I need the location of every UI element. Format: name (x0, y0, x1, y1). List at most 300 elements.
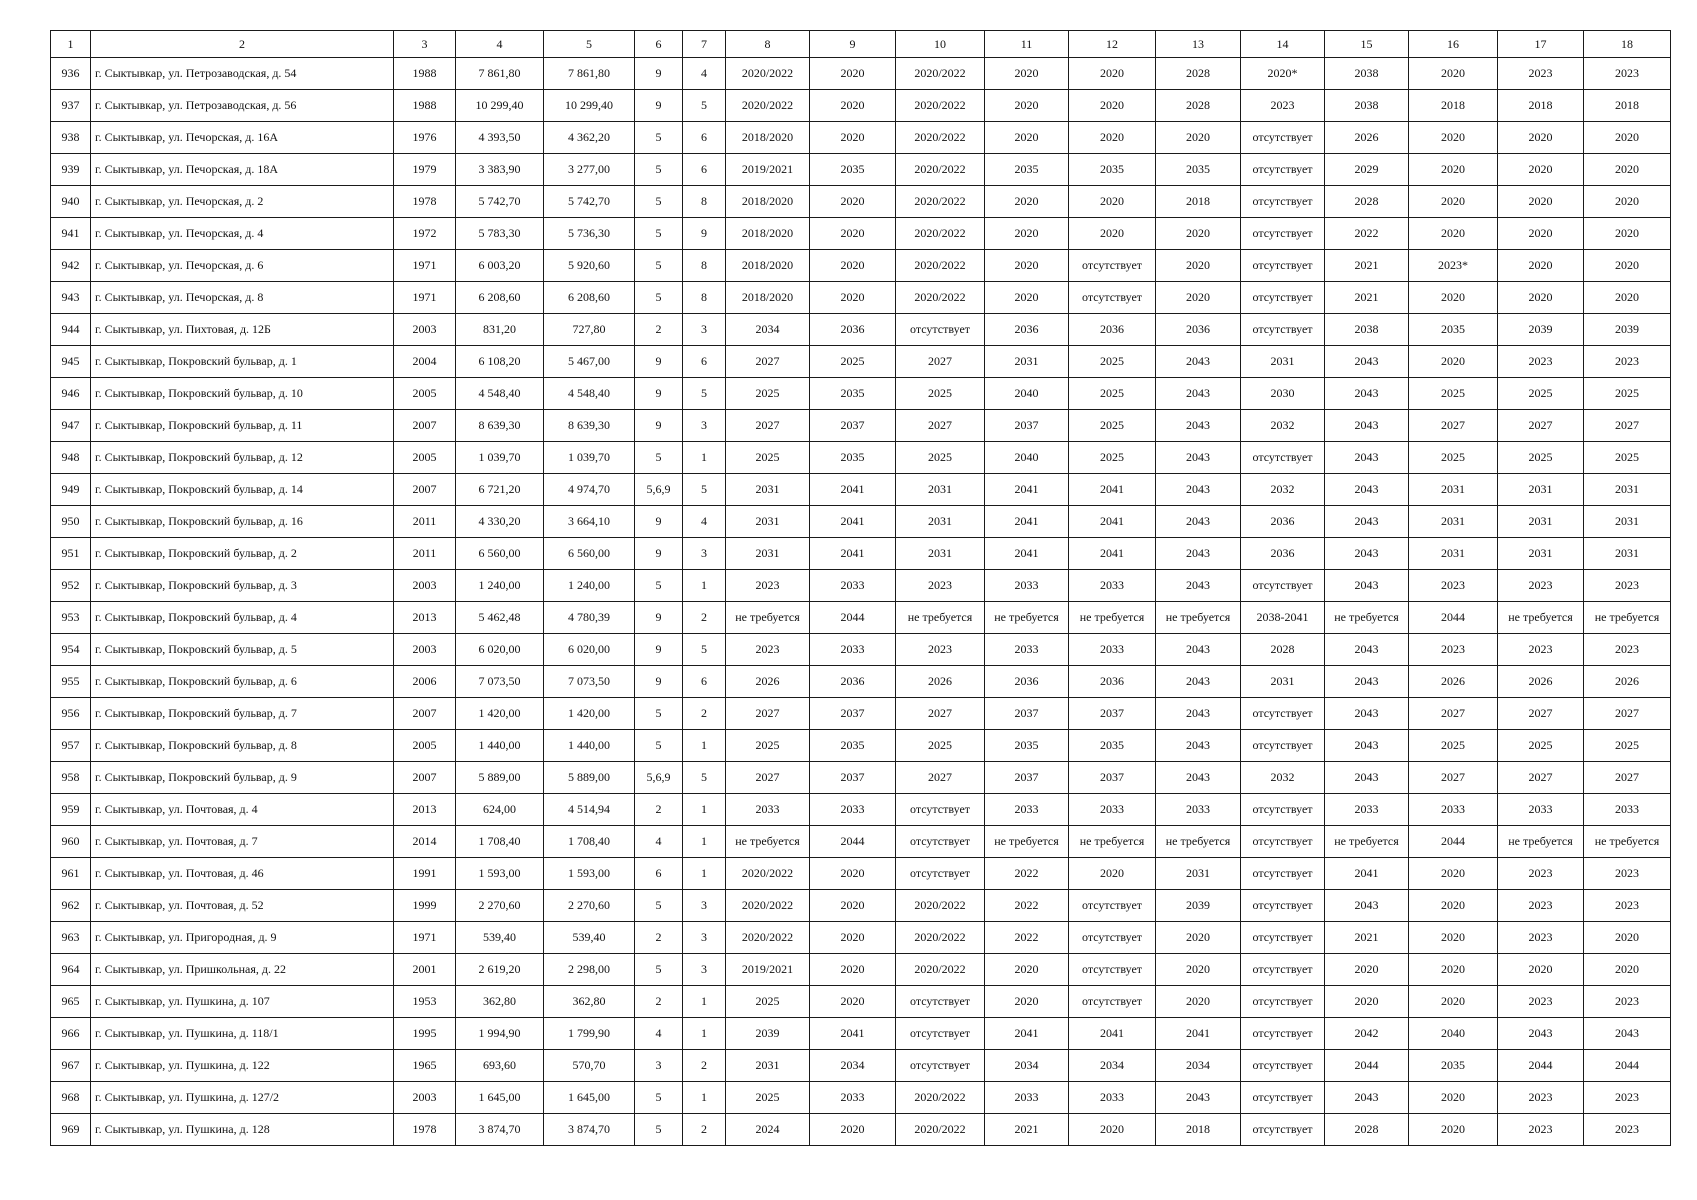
table-cell: 2020/2022 (896, 154, 985, 186)
table-cell: 4 (635, 1018, 683, 1050)
table-cell: 7 861,80 (544, 58, 635, 90)
table-cell: 5 (635, 122, 683, 154)
table-cell: 2018 (1584, 90, 1671, 122)
table-cell: 2031 (1241, 666, 1325, 698)
table-cell: 3 383,90 (456, 154, 544, 186)
housing-repair-table (50, 30, 1671, 1146)
table-cell: 6 108,20 (456, 346, 544, 378)
table-row (51, 410, 1671, 442)
table-cell: 2033 (810, 570, 896, 602)
table-cell: 2020 (985, 122, 1069, 154)
table-cell: отсутствует (1241, 1050, 1325, 1082)
address-cell: г. Сыктывкар, Покровский бульвар, д. 10 (91, 378, 394, 410)
row-number-cell: 939 (51, 154, 91, 186)
table-cell: 4 330,20 (456, 506, 544, 538)
table-cell: 2020 (985, 282, 1069, 314)
table-cell: 539,40 (544, 922, 635, 954)
table-cell: 5 736,30 (544, 218, 635, 250)
table-cell: 2028 (1156, 90, 1241, 122)
row-number-cell: 943 (51, 282, 91, 314)
table-cell: не требуется (1498, 602, 1584, 634)
table-cell: 2044 (1584, 1050, 1671, 1082)
table-cell: 2041 (985, 1018, 1069, 1050)
table-cell: 2043 (1325, 730, 1409, 762)
table-cell: 2 (683, 1114, 726, 1146)
table-cell: 2025 (1409, 378, 1498, 410)
table-cell: 2004 (394, 346, 456, 378)
column-number-cell: 7 (683, 31, 726, 58)
table-body (51, 31, 1671, 1146)
table-cell: 2023 (1498, 922, 1584, 954)
table-cell: 3 (683, 922, 726, 954)
table-cell: отсутствует (896, 858, 985, 890)
column-number-cell: 14 (1241, 31, 1325, 58)
table-row (51, 90, 1671, 122)
table-cell: 2023 (726, 570, 810, 602)
table-cell: 2032 (1241, 762, 1325, 794)
table-cell: 2043 (1325, 410, 1409, 442)
table-cell: 2020/2022 (896, 922, 985, 954)
table-cell: 3 (683, 538, 726, 570)
row-number-cell: 947 (51, 410, 91, 442)
table-cell: 2 (635, 314, 683, 346)
table-cell: 2020 (1069, 1114, 1156, 1146)
table-cell: отсутствует (896, 986, 985, 1018)
table-cell: 2035 (1409, 1050, 1498, 1082)
table-cell: 2018/2020 (726, 218, 810, 250)
table-cell: 2027 (1498, 698, 1584, 730)
table-cell: 2035 (1156, 154, 1241, 186)
table-cell: 6 020,00 (544, 634, 635, 666)
table-cell: 2037 (810, 410, 896, 442)
table-cell: 624,00 (456, 794, 544, 826)
table-cell: 3 664,10 (544, 506, 635, 538)
table-cell: 2023 (1584, 858, 1671, 890)
address-cell: г. Сыктывкар, ул. Пушкина, д. 128 (91, 1114, 394, 1146)
table-cell: 2007 (394, 762, 456, 794)
table-cell: 1 (683, 730, 726, 762)
table-cell: 1988 (394, 90, 456, 122)
table-cell: 2018/2020 (726, 282, 810, 314)
address-cell: г. Сыктывкар, Покровский бульвар, д. 6 (91, 666, 394, 698)
table-cell: 2022 (1325, 218, 1409, 250)
table-cell: 2020/2022 (726, 58, 810, 90)
table-cell: отсутствует (1241, 730, 1325, 762)
table-cell: 2043 (1156, 762, 1241, 794)
table-cell: 2020 (1584, 154, 1671, 186)
table-cell: 2034 (1069, 1050, 1156, 1082)
table-cell: 5 (635, 890, 683, 922)
table-cell: 6 560,00 (456, 538, 544, 570)
table-cell: 2019/2021 (726, 154, 810, 186)
table-cell: 2023 (1584, 58, 1671, 90)
table-cell: 727,80 (544, 314, 635, 346)
table-cell: 2028 (1325, 1114, 1409, 1146)
table-cell: отсутствует (1241, 570, 1325, 602)
row-number-cell: 962 (51, 890, 91, 922)
table-cell: 2033 (1069, 794, 1156, 826)
table-row (51, 890, 1671, 922)
table-row (51, 922, 1671, 954)
address-cell: г. Сыктывкар, ул. Печорская, д. 6 (91, 250, 394, 282)
table-cell: 1 039,70 (544, 442, 635, 474)
table-cell: 2041 (1069, 474, 1156, 506)
table-row (51, 538, 1671, 570)
table-cell: отсутствует (1069, 986, 1156, 1018)
table-cell: 2025 (896, 442, 985, 474)
address-cell: г. Сыктывкар, ул. Пригородная, д. 9 (91, 922, 394, 954)
table-cell: 1 (683, 794, 726, 826)
table-cell: 1 799,90 (544, 1018, 635, 1050)
table-cell: отсутствует (896, 1050, 985, 1082)
table-cell: 3 874,70 (544, 1114, 635, 1146)
table-cell: 2020 (1069, 122, 1156, 154)
table-row (51, 666, 1671, 698)
table-cell: 831,20 (456, 314, 544, 346)
table-cell: 2035 (810, 442, 896, 474)
table-cell: 2035 (985, 730, 1069, 762)
table-cell: 4 393,50 (456, 122, 544, 154)
column-number-cell: 10 (896, 31, 985, 58)
table-cell: 2020 (1584, 186, 1671, 218)
table-cell: 1 708,40 (456, 826, 544, 858)
table-cell: 6 560,00 (544, 538, 635, 570)
table-cell: 5 (683, 378, 726, 410)
table-cell: 6 208,60 (544, 282, 635, 314)
table-cell: 2034 (726, 314, 810, 346)
table-cell: 1 593,00 (544, 858, 635, 890)
table-row (51, 1114, 1671, 1146)
column-number-cell: 11 (985, 31, 1069, 58)
column-number-cell: 13 (1156, 31, 1241, 58)
table-cell: 1 708,40 (544, 826, 635, 858)
table-cell: 2033 (810, 634, 896, 666)
table-cell: 2043 (1325, 346, 1409, 378)
table-cell: 2021 (985, 1114, 1069, 1146)
column-number-cell: 9 (810, 31, 896, 58)
table-cell: 3 (683, 954, 726, 986)
table-cell: 2035 (810, 378, 896, 410)
table-cell: 7 073,50 (456, 666, 544, 698)
table-cell: 2020 (1069, 58, 1156, 90)
table-cell: 2031 (896, 506, 985, 538)
table-cell: 2031 (1409, 538, 1498, 570)
table-cell: 2043 (1156, 410, 1241, 442)
row-number-cell: 960 (51, 826, 91, 858)
table-cell: 2020 (1409, 922, 1498, 954)
table-cell: 2020 (1156, 986, 1241, 1018)
table-cell: 2041 (1156, 1018, 1241, 1050)
table-cell: 2026 (1584, 666, 1671, 698)
table-cell: 1 240,00 (456, 570, 544, 602)
table-cell: 2023 (1498, 1114, 1584, 1146)
table-cell: 2044 (1409, 826, 1498, 858)
table-cell: 1 994,90 (456, 1018, 544, 1050)
table-cell: 5 (683, 634, 726, 666)
table-cell: 2022 (985, 890, 1069, 922)
table-cell: 6 (683, 122, 726, 154)
table-cell: 2020 (1156, 954, 1241, 986)
table-cell: 6 (683, 346, 726, 378)
table-cell: 5 (635, 1082, 683, 1114)
table-cell: 2020 (810, 858, 896, 890)
table-row (51, 122, 1671, 154)
table-cell: 2020* (1241, 58, 1325, 90)
table-cell: 2039 (726, 1018, 810, 1050)
table-cell: 2019/2021 (726, 954, 810, 986)
table-row (51, 58, 1671, 90)
table-cell: 2020/2022 (726, 90, 810, 122)
table-cell: отсутствует (896, 314, 985, 346)
table-cell: 2025 (1584, 730, 1671, 762)
row-number-cell: 966 (51, 1018, 91, 1050)
table-cell: 2036 (1156, 314, 1241, 346)
table-cell: 2037 (1069, 762, 1156, 794)
address-cell: г. Сыктывкар, ул. Пушкина, д. 122 (91, 1050, 394, 1082)
table-cell: 1 (683, 1018, 726, 1050)
table-cell: 9 (635, 90, 683, 122)
table-cell: 2020 (1584, 122, 1671, 154)
table-cell: 2025 (726, 730, 810, 762)
column-number-cell: 16 (1409, 31, 1498, 58)
address-cell: г. Сыктывкар, ул. Печорская, д. 2 (91, 186, 394, 218)
table-row (51, 762, 1671, 794)
table-cell: 2020 (1498, 954, 1584, 986)
table-cell: 2031 (726, 474, 810, 506)
table-cell: 570,70 (544, 1050, 635, 1082)
table-cell: 9 (683, 218, 726, 250)
table-cell: 2043 (1325, 762, 1409, 794)
column-number-cell: 15 (1325, 31, 1409, 58)
table-cell: 2043 (1325, 378, 1409, 410)
table-cell: 8 (683, 282, 726, 314)
table-cell: 2025 (726, 442, 810, 474)
table-cell: 2020/2022 (726, 858, 810, 890)
table-cell: 3 (635, 1050, 683, 1082)
table-cell: отсутствует (1069, 954, 1156, 986)
table-cell: 9 (635, 410, 683, 442)
table-cell: 2013 (394, 602, 456, 634)
column-number-cell: 6 (635, 31, 683, 58)
table-cell: отсутствует (1241, 314, 1325, 346)
table-cell: 2041 (1069, 538, 1156, 570)
row-number-cell: 969 (51, 1114, 91, 1146)
table-row (51, 378, 1671, 410)
table-cell: 2020 (1409, 122, 1498, 154)
table-cell: 2027 (726, 410, 810, 442)
table-cell: 5 (635, 250, 683, 282)
table-cell: 5 889,00 (544, 762, 635, 794)
table-cell: 2041 (985, 538, 1069, 570)
table-cell: 2024 (726, 1114, 810, 1146)
table-cell: 2032 (1241, 410, 1325, 442)
table-cell: 2039 (1584, 314, 1671, 346)
table-cell: 2018 (1156, 1114, 1241, 1146)
table-cell: 2027 (1584, 762, 1671, 794)
table-cell: 2025 (1498, 730, 1584, 762)
table-cell: 2020/2022 (896, 250, 985, 282)
table-cell: 2023 (1584, 890, 1671, 922)
table-cell: 2020 (985, 986, 1069, 1018)
address-cell: г. Сыктывкар, ул. Печорская, д. 8 (91, 282, 394, 314)
table-cell: 2043 (1325, 538, 1409, 570)
table-cell: 2003 (394, 1082, 456, 1114)
column-number-cell: 4 (456, 31, 544, 58)
row-number-cell: 949 (51, 474, 91, 506)
column-number-cell: 5 (544, 31, 635, 58)
table-cell: 2027 (1498, 410, 1584, 442)
table-cell: 1971 (394, 282, 456, 314)
table-cell: 2023 (1584, 986, 1671, 1018)
table-cell: отсутствует (1241, 922, 1325, 954)
table-cell: 2025 (1584, 442, 1671, 474)
table-cell: 2014 (394, 826, 456, 858)
table-cell: 1978 (394, 1114, 456, 1146)
table-cell: 7 073,50 (544, 666, 635, 698)
table-cell: 2043 (1325, 890, 1409, 922)
table-cell: 2043 (1325, 474, 1409, 506)
table-cell: 2044 (810, 826, 896, 858)
row-number-cell: 968 (51, 1082, 91, 1114)
table-cell: отсутствует (1069, 250, 1156, 282)
row-number-cell: 957 (51, 730, 91, 762)
table-cell: 2027 (1409, 762, 1498, 794)
address-cell: г. Сыктывкар, ул. Почтовая, д. 46 (91, 858, 394, 890)
row-number-cell: 952 (51, 570, 91, 602)
table-cell: 4 (635, 826, 683, 858)
table-cell: 9 (635, 378, 683, 410)
table-cell: 5 (635, 1114, 683, 1146)
table-cell: 2031 (1409, 474, 1498, 506)
address-cell: г. Сыктывкар, Покровский бульвар, д. 12 (91, 442, 394, 474)
table-cell: 2025 (1069, 442, 1156, 474)
table-cell: 5 (635, 282, 683, 314)
table-cell: 1 (683, 1082, 726, 1114)
table-cell: 2031 (1241, 346, 1325, 378)
table-cell: 2011 (394, 506, 456, 538)
table-cell: 2020/2022 (896, 122, 985, 154)
table-cell: 2021 (1325, 282, 1409, 314)
table-row (51, 858, 1671, 890)
address-cell: г. Сыктывкар, ул. Петрозаводская, д. 54 (91, 58, 394, 90)
table-cell: 2036 (1069, 666, 1156, 698)
table-cell: 2031 (726, 538, 810, 570)
table-cell: 2005 (394, 442, 456, 474)
table-cell: 5 (635, 154, 683, 186)
table-cell: 2 (635, 794, 683, 826)
address-cell: г. Сыктывкар, ул. Пушкина, д. 118/1 (91, 1018, 394, 1050)
table-cell: 2041 (1069, 1018, 1156, 1050)
table-cell: 2 (683, 1050, 726, 1082)
table-cell: 2020 (985, 58, 1069, 90)
table-cell: 1978 (394, 186, 456, 218)
table-row (51, 954, 1671, 986)
row-number-cell: 955 (51, 666, 91, 698)
table-cell: 2018/2020 (726, 250, 810, 282)
table-cell: 2020/2022 (896, 186, 985, 218)
table-cell: 2020 (810, 954, 896, 986)
table-cell: 4 548,40 (456, 378, 544, 410)
address-cell: г. Сыктывкар, Покровский бульвар, д. 16 (91, 506, 394, 538)
table-cell: 2027 (896, 698, 985, 730)
table-cell: 2020 (1156, 922, 1241, 954)
table-cell: 2043 (1156, 570, 1241, 602)
table-cell: 2025 (896, 730, 985, 762)
table-cell: 2033 (985, 570, 1069, 602)
table-cell: 2023 (1498, 58, 1584, 90)
table-cell: 8 639,30 (544, 410, 635, 442)
table-cell: 2020 (1409, 346, 1498, 378)
table-cell: 2025 (810, 346, 896, 378)
table-cell: 2023 (1498, 634, 1584, 666)
table-cell: 2023 (896, 570, 985, 602)
table-cell: отсутствует (1241, 794, 1325, 826)
table-cell: 2020 (810, 186, 896, 218)
table-cell: отсутствует (1241, 282, 1325, 314)
table-cell: 2020 (1584, 282, 1671, 314)
address-cell: г. Сыктывкар, Покровский бульвар, д. 3 (91, 570, 394, 602)
table-row (51, 154, 1671, 186)
row-number-cell: 940 (51, 186, 91, 218)
table-cell: 2043 (1325, 1082, 1409, 1114)
table-cell: 1 (683, 986, 726, 1018)
table-cell: 2027 (896, 410, 985, 442)
row-number-cell: 942 (51, 250, 91, 282)
table-cell: 2003 (394, 314, 456, 346)
table-cell: 2007 (394, 698, 456, 730)
address-cell: г. Сыктывкар, ул. Пихтовая, д. 12Б (91, 314, 394, 346)
address-cell: г. Сыктывкар, Покровский бульвар, д. 11 (91, 410, 394, 442)
address-cell: г. Сыктывкар, Покровский бульвар, д. 14 (91, 474, 394, 506)
table-cell: 2043 (1156, 346, 1241, 378)
table-cell: 2033 (810, 1082, 896, 1114)
table-cell: 2043 (1156, 538, 1241, 570)
table-cell: 2038 (1325, 58, 1409, 90)
table-cell: 2020 (1409, 58, 1498, 90)
table-cell: отсутствует (1241, 442, 1325, 474)
table-cell: 2020/2022 (896, 282, 985, 314)
table-cell: 2033 (1069, 634, 1156, 666)
table-cell: 2033 (985, 1082, 1069, 1114)
row-number-cell: 954 (51, 634, 91, 666)
table-row (51, 602, 1671, 634)
table-cell: 5 (635, 218, 683, 250)
row-number-cell: 967 (51, 1050, 91, 1082)
table-cell: 2023 (896, 634, 985, 666)
table-cell: не требуется (1156, 826, 1241, 858)
table-cell: 2020 (1409, 1082, 1498, 1114)
table-cell: 2025 (726, 378, 810, 410)
table-cell: 2026 (1325, 122, 1409, 154)
table-cell: не требуется (1584, 826, 1671, 858)
address-cell: г. Сыктывкар, Покровский бульвар, д. 1 (91, 346, 394, 378)
table-cell: 1991 (394, 858, 456, 890)
table-cell: 2037 (985, 410, 1069, 442)
table-cell: 2044 (1498, 1050, 1584, 1082)
table-cell: 2031 (1584, 474, 1671, 506)
table-cell: 2028 (1241, 634, 1325, 666)
table-cell: 1995 (394, 1018, 456, 1050)
table-cell: 2036 (985, 314, 1069, 346)
document-page (50, 30, 1670, 1146)
table-row (51, 474, 1671, 506)
table-cell: отсутствует (1241, 1082, 1325, 1114)
table-cell: отсутствует (1241, 826, 1325, 858)
table-cell: 1953 (394, 986, 456, 1018)
table-cell: 2020 (810, 1114, 896, 1146)
table-cell: 5 889,00 (456, 762, 544, 794)
table-cell: 2018/2020 (726, 122, 810, 154)
